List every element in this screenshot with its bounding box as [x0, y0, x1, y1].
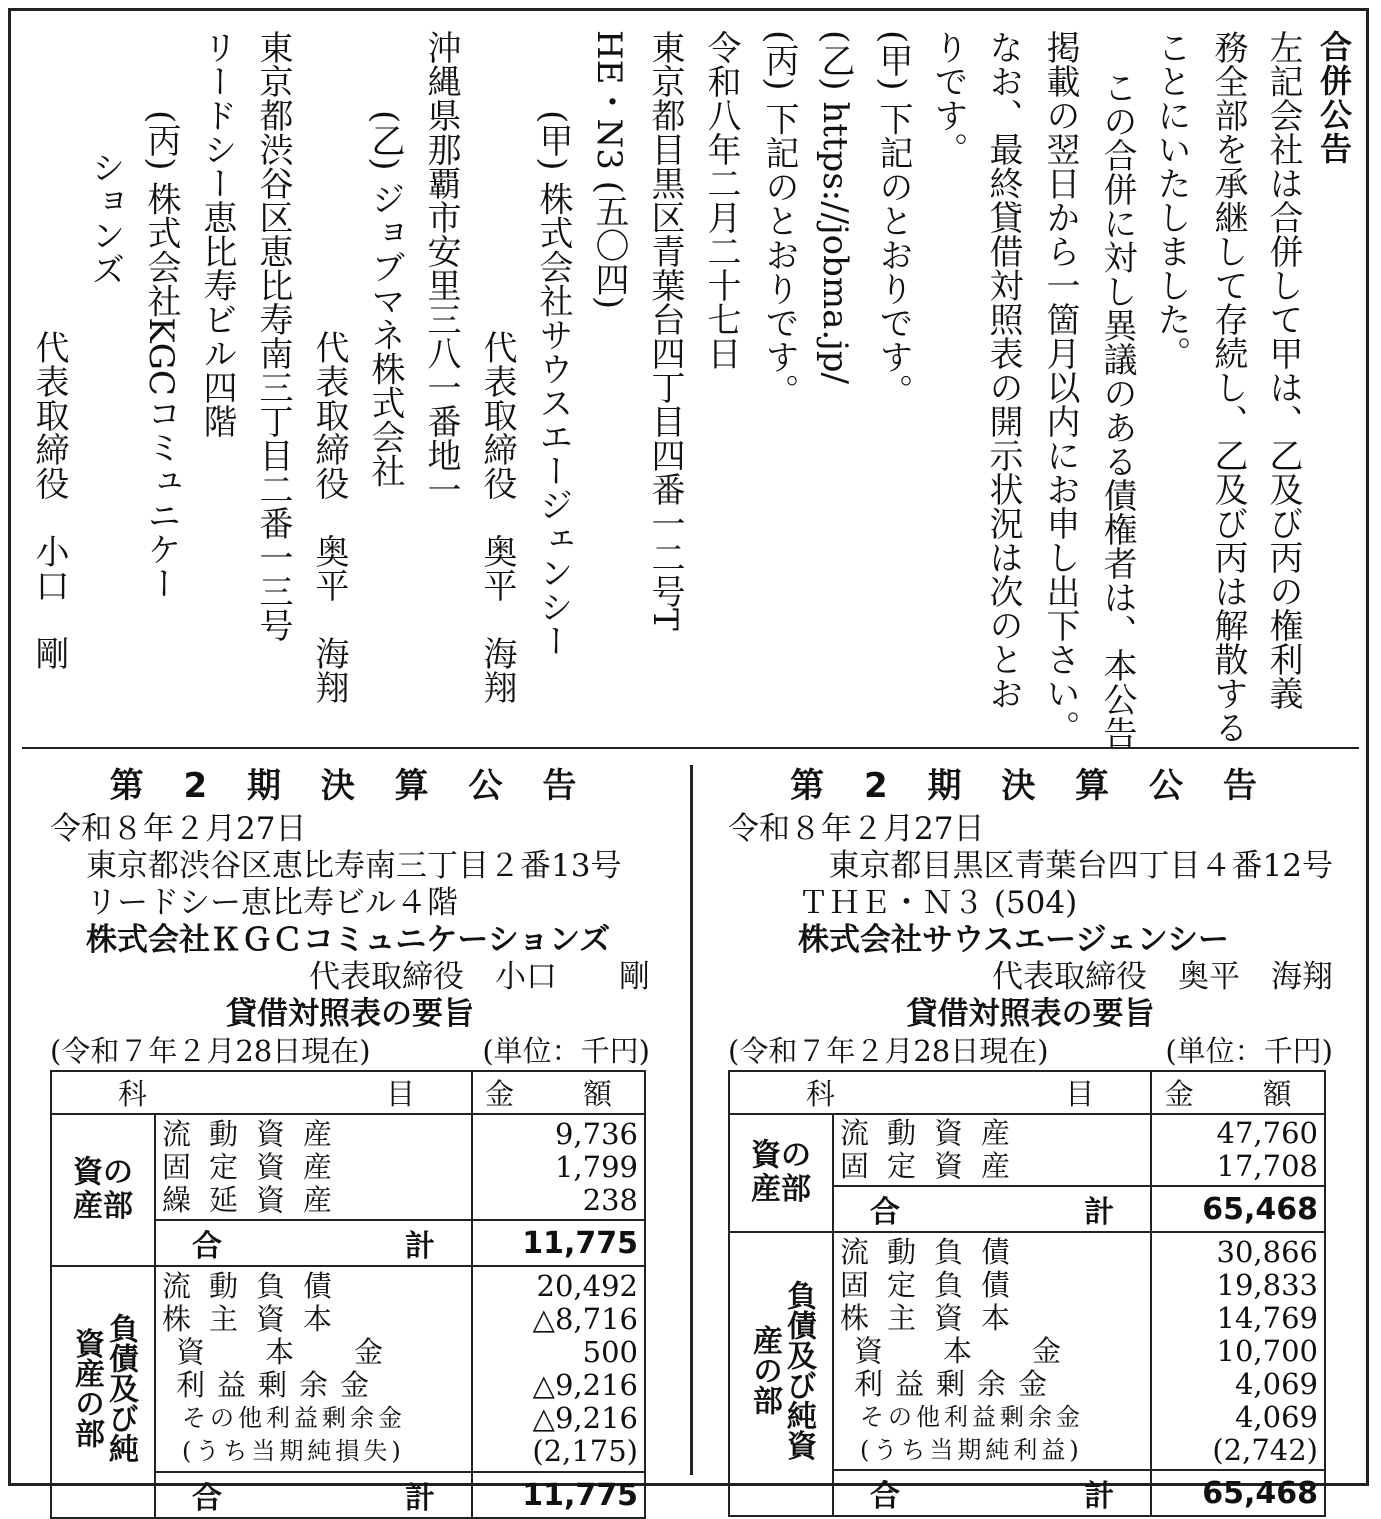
right-liab-total-a: 合	[870, 1479, 900, 1514]
right-as-of: (令和７年２月28日現在)	[728, 1034, 1049, 1068]
notice-line: なお、最終貸借対照表の開示状況は次のとお	[983, 30, 1023, 710]
left-address1: 東京都渋谷区恵比寿南三丁目２番13号	[86, 848, 622, 884]
bs-item: 利益剰余金	[854, 1366, 1060, 1401]
bs-item: 固定資産	[840, 1149, 1029, 1183]
bs-item: 固定資産	[162, 1149, 351, 1184]
left-liab-label: 負債及び純資産の部	[51, 1266, 155, 1518]
notice-line: 東京都目黒区青葉台四丁目四番一二号T	[645, 30, 685, 631]
bs-item: 利益剰余金	[176, 1368, 382, 1402]
column-divider	[690, 765, 693, 1475]
left-assets-total: 11,775	[472, 1220, 645, 1266]
right-col-item-a: 科	[806, 1077, 836, 1111]
right-assets-total: 65,468	[1151, 1186, 1325, 1232]
left-assets-total-b: 計	[404, 1229, 435, 1264]
right-date: 令和８年２月27日	[728, 811, 985, 847]
left-heading: 第 2 期 決 算 公 告	[109, 766, 591, 806]
bs-value: 238	[582, 1182, 638, 1217]
bs-value: 47,760	[1216, 1116, 1318, 1150]
bs-item: 資本金	[854, 1333, 1122, 1368]
notice-line: ことにいたしました。	[1151, 30, 1191, 370]
right-liab-items	[840, 1236, 1144, 1467]
bs-value: 10,700	[1216, 1333, 1318, 1368]
bs-item: 流動負債	[162, 1269, 351, 1303]
notice-line: (乙) ジョブマネ株式会社	[365, 110, 405, 488]
right-liab-total-b: 計	[1084, 1479, 1115, 1514]
right-liab-label: 負債及び純資産の部	[729, 1232, 833, 1516]
notice-line: (乙) https://jobma.jp/	[815, 30, 855, 384]
bs-value: △8,716	[532, 1302, 638, 1336]
bs-item: 資本金	[176, 1335, 444, 1369]
left-liab-total: 11,775	[472, 1472, 645, 1518]
bs-value: 20,492	[536, 1269, 638, 1303]
notice-title: 合併公告	[1315, 30, 1353, 166]
bs-value: 9,736	[554, 1116, 638, 1151]
bs-item: 流動資産	[840, 1116, 1029, 1150]
left-liab-items	[162, 1270, 465, 1468]
notice-line: 掲載の翌日から一箇月以内にお申し出下さい。	[1040, 30, 1080, 744]
bs-value: 1,799	[554, 1149, 638, 1184]
left-unit: (単位：千円)	[482, 1034, 650, 1068]
left-bs-title: 貸借対照表の要旨	[226, 996, 474, 1032]
left-as-of: (令和７年２月28日現在)	[50, 1034, 371, 1068]
notice-line: 東京都渋谷区恵比寿南三丁目二番一三号	[253, 30, 293, 642]
left-rep: 代表取締役 小口 剛	[309, 959, 650, 995]
right-settlement	[728, 758, 1333, 1517]
left-liab-total-a: 合	[192, 1481, 222, 1516]
right-assets-total-a: 合	[870, 1195, 900, 1230]
right-heading: 第 2 期 決 算 公 告	[790, 766, 1271, 806]
bs-value: (2,175)	[532, 1434, 638, 1468]
right-col-item-b: 目	[1065, 1077, 1095, 1111]
right-liab-total: 65,468	[1151, 1470, 1325, 1516]
bs-item: 株主資本	[840, 1300, 1029, 1335]
right-balance-sheet	[728, 1070, 1326, 1517]
left-date: 令和８年２月27日	[50, 811, 307, 847]
bs-item: その他利益剰余金	[182, 1404, 406, 1432]
right-assets-items	[840, 1117, 1144, 1183]
bs-value: 4,069	[1234, 1366, 1318, 1401]
bs-value: 4,069	[1234, 1399, 1318, 1434]
bs-item: (うち当期純損失)	[182, 1437, 405, 1465]
bs-value: 500	[582, 1335, 638, 1369]
notice-line: リードシー恵比寿ビル四階	[197, 30, 237, 438]
bs-value: 30,866	[1216, 1234, 1318, 1269]
bs-item: 株主資本	[162, 1302, 351, 1336]
bs-item: その他利益剰余金	[860, 1402, 1084, 1431]
left-liab-values	[479, 1270, 638, 1468]
notice-line: 代表取締役 奥平 海翔	[477, 330, 517, 704]
right-rep: 代表取締役 奥平 海翔	[992, 959, 1333, 995]
right-assets-label: 資の産部	[729, 1114, 833, 1232]
left-assets-values	[479, 1118, 638, 1217]
notice-line: (丙) 下記のとおりです。	[759, 30, 799, 408]
right-assets-values	[1158, 1117, 1318, 1183]
left-col-amount: 金 額	[472, 1071, 645, 1114]
bs-item: 繰延資産	[162, 1182, 351, 1217]
notice-line: 令和八年二月二十七日	[701, 30, 741, 370]
left-col-item-b: 目	[385, 1077, 415, 1111]
left-address2: リードシー恵比寿ビル４階	[86, 885, 458, 921]
notice-line: 代表取締役 奥平 海翔	[309, 330, 349, 704]
left-balance-sheet	[50, 1070, 646, 1519]
bs-value: 19,833	[1216, 1267, 1318, 1302]
right-col-amount: 金 額	[1151, 1071, 1325, 1114]
bs-item: 固定負債	[840, 1267, 1029, 1302]
left-assets-label: 資の産部	[51, 1114, 155, 1266]
bs-value: 14,769	[1216, 1300, 1318, 1335]
left-assets-items	[162, 1118, 465, 1217]
right-company: 株式会社サウスエージェンシー	[798, 922, 1230, 958]
notice-line: (甲) 下記のとおりです。	[873, 30, 913, 408]
right-address1: 東京都目黒区青葉台四丁目４番12号	[828, 848, 1333, 884]
right-bs-title: 貸借対照表の要旨	[906, 996, 1155, 1032]
notice-line: HE・N3 (五〇四)	[589, 30, 629, 310]
notice-line: りです。	[928, 30, 968, 166]
bs-value: △9,216	[532, 1368, 638, 1402]
left-col-item-a: 科	[118, 1077, 148, 1111]
right-liab-values	[1158, 1236, 1318, 1467]
bs-value: △9,216	[532, 1401, 638, 1435]
left-settlement	[50, 758, 650, 1519]
left-company: 株式会社ＫＧＣコミュニケーションズ	[86, 922, 611, 958]
notice-line: 務全部を承継して存続し、乙及び丙は解散する	[1208, 30, 1248, 744]
bs-item: 流動資産	[162, 1116, 351, 1151]
notice-line: 沖縄県那覇市安里三八一番地一	[421, 30, 461, 506]
left-assets-total-a: 合	[192, 1229, 222, 1264]
bs-value: (2,742)	[1212, 1432, 1318, 1467]
left-liab-total-b: 計	[404, 1481, 435, 1516]
notice-line: (丙) 株式会社KGCコミュニケー	[141, 110, 181, 600]
bs-item: 流動負債	[840, 1234, 1029, 1269]
bs-item: (うち当期純利益)	[860, 1435, 1083, 1464]
notice-line: 左記会社は合併して甲は、乙及び丙の権利義	[1263, 30, 1303, 710]
right-address2: ＴＨＥ・Ｎ３ (504)	[798, 885, 1078, 921]
right-unit: (単位：千円)	[1165, 1034, 1333, 1068]
section-divider	[22, 747, 1359, 749]
notice-line: この合併に対し異議のある債権者は、本公告	[1097, 70, 1137, 750]
right-assets-total-b: 計	[1084, 1195, 1115, 1230]
bs-value: 17,708	[1216, 1149, 1318, 1183]
notice-line: 代表取締役 小口 剛	[29, 330, 69, 670]
notice-line: ションズ	[85, 150, 125, 286]
notice-line: (甲) 株式会社サウスエージェンシー	[533, 110, 573, 658]
